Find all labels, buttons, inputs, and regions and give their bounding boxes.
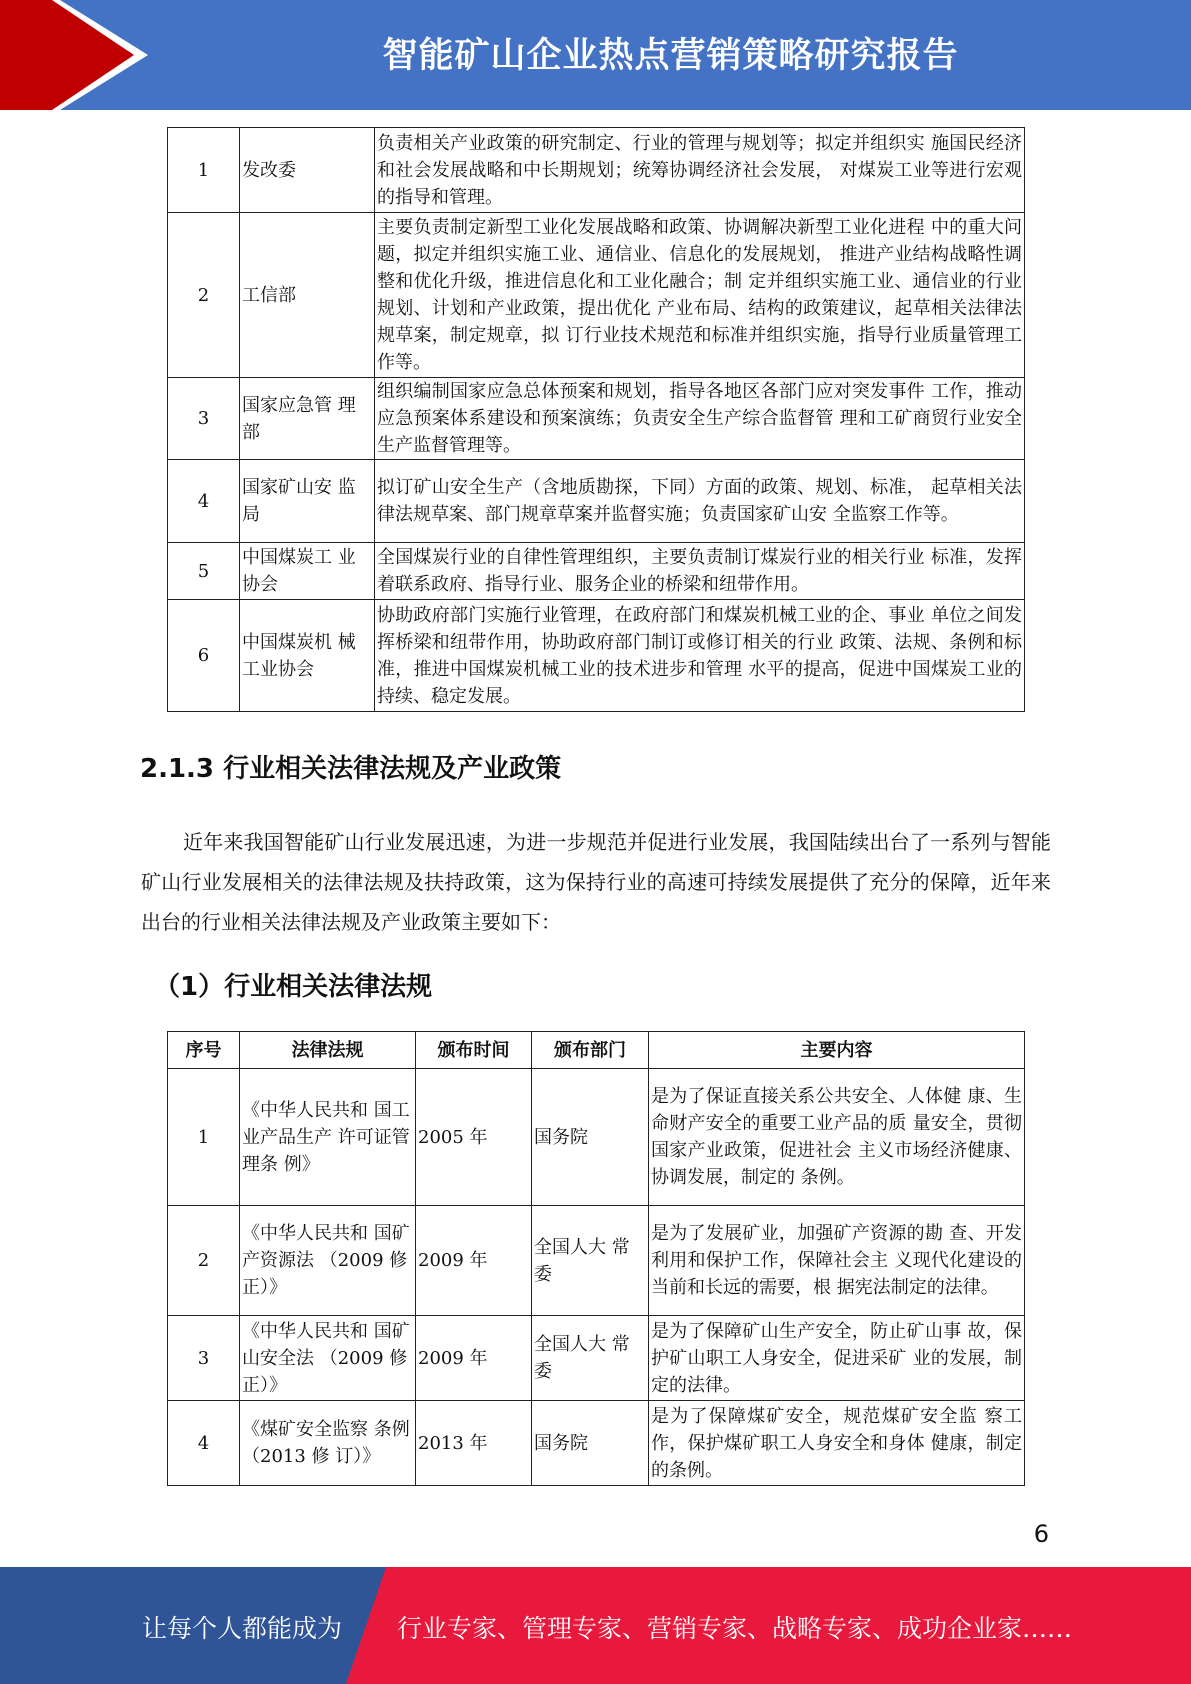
- subsection-heading: （1）行业相关法律法规: [154, 972, 433, 1002]
- org-name: 工信部: [240, 213, 375, 378]
- law-name: 《中华人民共和 国矿产资源法 （2009 修正）》: [240, 1206, 416, 1316]
- law-year: 2013 年: [416, 1401, 532, 1486]
- table-row: [168, 1401, 1025, 1486]
- org-duty: 主要负责制定新型工业化发展战略和政策、协调解决新型工业化进程 中的重大问题，拟定并组织实施工业、通信业、信息化的发展规划， 推进产业结构战略性调整和优化升级，推进信息化和工业化融合；制 定并组织实施工业、通信业的行业规划、计划和产业政策，提出优化 产业布局、结构的政策建议，起草相关法律法规草案，制定规章，拟 订行业技术规范和标准并组织实施，指导行业质量管理工作等。: [375, 213, 1025, 378]
- org-duty: 拟订矿山安全生产（含地质勘探，下同）方面的政策、规划、标准， 起草相关法律法规草案、部门规章草案并监督实施；负责国家矿山安 全监察工作等。: [375, 460, 1025, 543]
- page-footer: [0, 1567, 1191, 1684]
- law-dept: 全国人大 常委: [532, 1316, 649, 1401]
- report-title: 智能矿山企业热点营销策略研究报告: [382, 36, 959, 76]
- section-heading: 2.1.3 行业相关法律法规及产业政策: [140, 754, 562, 784]
- law-year: 2009 年: [416, 1316, 532, 1401]
- table-row: [168, 378, 1025, 460]
- org-duty: 组织编制国家应急总体预案和规划，指导各地区各部门应对突发事件 工作，推动应急预案体系建设和预案演练；负责安全生产综合监督管 理和工矿商贸行业安全生产监督管理等。: [375, 378, 1025, 460]
- table-row: [168, 128, 1025, 213]
- intro-paragraph: 近年来我国智能矿山行业发展迅速，为进一步规范并促进行业发展，我国陆续出台了一系列与智能矿山行业发展相关的法律法规及扶持政策，这为保持行业的高速可持续发展提供了充分的保障，近年来出台的行业相关法律法规及产业政策主要如下：: [141, 830, 1051, 934]
- law-year: 2009 年: [416, 1206, 532, 1316]
- law-name: 《中华人民共和 国矿山安全法 （2009 修正）》: [240, 1316, 416, 1401]
- table-row: [168, 213, 1025, 378]
- row-number: 2: [168, 213, 240, 378]
- table-row: [168, 460, 1025, 543]
- law-content: 是为了发展矿业，加强矿产资源的勘 查、开发利用和保护工作，保障社会主 义现代化建设的当前和长远的需要，根 据宪法制定的法律。: [649, 1206, 1025, 1316]
- table-row: [168, 1206, 1025, 1316]
- footer-slogan-right: 行业专家、管理专家、营销专家、战略专家、成功企业家……: [397, 1614, 1073, 1643]
- table-row: [168, 1316, 1025, 1401]
- row-number: 1: [168, 128, 240, 213]
- row-number: 3: [168, 378, 240, 460]
- column-header: 主要内容: [649, 1032, 1025, 1069]
- org-name: 国家矿山安 监局: [240, 460, 375, 543]
- row-number: 3: [168, 1316, 240, 1401]
- org-name: 发改委: [240, 128, 375, 213]
- table-row: [168, 600, 1025, 712]
- header-arrow-shape: [0, 0, 160, 110]
- law-content: 是为了保障矿山生产安全，防止矿山事 故，保护矿山职工人身安全，促进采矿 业的发展，制定的法律。: [649, 1316, 1025, 1401]
- org-duty: 协助政府部门实施行业管理，在政府部门和煤炭机械工业的企、事业 单位之间发挥桥梁和纽带作用，协助政府部门制订或修订相关的行业 政策、法规、条例和标准，推进中国煤炭机械工业的技术进步和管理 水平的提高，促进中国煤炭工业的持续、稳定发展。: [375, 600, 1025, 712]
- row-number: 1: [168, 1069, 240, 1206]
- law-content: 是为了保证直接关系公共安全、人体健 康、生命财产安全的重要工业产品的质 量安全，贯彻国家产业政策，促进社会 主义市场经济健康、协调发展，制定的 条例。: [649, 1069, 1025, 1206]
- row-number: 6: [168, 600, 240, 712]
- law-dept: 国务院: [532, 1069, 649, 1206]
- column-header: 法律法规: [240, 1032, 416, 1069]
- row-number: 4: [168, 460, 240, 543]
- column-header: 颁布部门: [532, 1032, 649, 1069]
- org-name: 中国煤炭机 械工业协会: [240, 600, 375, 712]
- table-row: [168, 1069, 1025, 1206]
- org-duty: 负责相关产业政策的研究制定、行业的管理与规划等；拟定并组织实 施国民经济和社会发展战略和中长期规划；统筹协调经济社会发展， 对煤炭工业等进行宏观的指导和管理。: [375, 128, 1025, 213]
- column-header: 颁布时间: [416, 1032, 532, 1069]
- law-name: 《中华人民共和 国工业产品生产 许可证管理条 例》: [240, 1069, 416, 1206]
- table-row: [168, 543, 1025, 600]
- law-dept: 国务院: [532, 1401, 649, 1486]
- row-number: 2: [168, 1206, 240, 1316]
- page-number: 6: [1033, 1520, 1049, 1548]
- org-name: 国家应急管 理部: [240, 378, 375, 460]
- org-name: 中国煤炭工 业协会: [240, 543, 375, 600]
- table-header-row: [168, 1032, 1025, 1069]
- law-dept: 全国人大 常委: [532, 1206, 649, 1316]
- page-header: [0, 0, 1191, 110]
- row-number: 4: [168, 1401, 240, 1486]
- org-table: [167, 127, 1025, 712]
- row-number: 5: [168, 543, 240, 600]
- footer-slogan-left: 让每个人都能成为: [142, 1614, 343, 1643]
- org-duty: 全国煤炭行业的自律性管理组织，主要负责制订煤炭行业的相关行业 标准，发挥着联系政府、指导行业、服务企业的桥梁和纽带作用。: [375, 543, 1025, 600]
- law-year: 2005 年: [416, 1069, 532, 1206]
- law-name: 《煤矿安全监察 条例（2013 修 订）》: [240, 1401, 416, 1486]
- law-content: 是为了保障煤矿安全，规范煤矿安全监 察工作，保护煤矿职工人身安全和身体 健康，制定的条例。: [649, 1401, 1025, 1486]
- law-table: [167, 1031, 1025, 1486]
- column-header: 序号: [168, 1032, 240, 1069]
